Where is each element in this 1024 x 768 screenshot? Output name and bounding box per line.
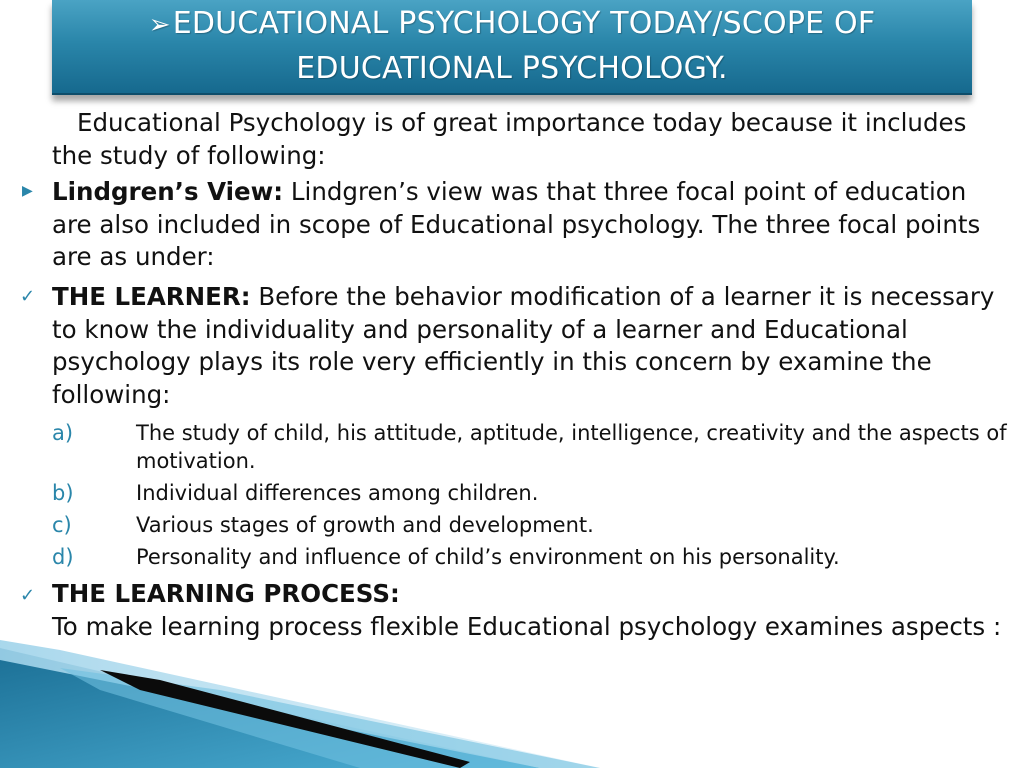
checkmark-bullet-icon: ✓ [20,585,36,606]
checkmark-bullet-icon: ✓ [20,286,36,307]
learner-text: Before the behavior modification of a learner it is necessary to know the individuality and personality of a learner and Educational psychology plays its role very efficiently in this concern by examine the following: [52,282,995,409]
sub-item-text: Personality and influence of child’s environment on his personality. [136,545,840,569]
lindgren-text: Lindgren’s view was that three focal point of education are also included in scope of Educational psychology. The three focal points are as under: [52,177,981,271]
intro-paragraph: Educational Psychology is of great importance today because it includes the study of following: [52,108,967,170]
learning-process-block [52,578,1002,643]
learner-heading: THE LEARNER: [52,282,251,311]
sub-item-letter: c) [52,513,72,537]
learning-process-text: To make learning process flexible Educational psychology examines aspects : [52,611,1002,641]
learner-paragraph [52,281,1002,411]
title-banner [52,0,972,95]
sub-item-letter: b) [52,481,74,505]
title-text-line-1: EDUCATIONAL PSYCHOLOGY TODAY/SCOPE OF [172,6,876,41]
lindgren-heading: Lindgren’s View: [52,177,284,206]
lindgren-paragraph [52,176,1002,274]
sub-item-text: The study of child, his attitude, aptitude, intelligence, creativity and the aspects of motivation. [136,421,1007,473]
sub-item-letter: d) [52,545,74,569]
arrow-bullet-icon: ➢ [148,10,171,40]
learning-process-heading: THE LEARNING PROCESS: [52,579,400,608]
title-line-1 [52,2,972,47]
sub-item-letter: a) [52,421,74,445]
sub-item-text: Various stages of growth and development. [136,513,594,537]
title-text-line-2: EDUCATIONAL PSYCHOLOGY. [296,51,728,86]
sub-item-text: Individual differences among children. [136,481,539,505]
triangle-bullet-icon: ▶ [22,183,33,199]
